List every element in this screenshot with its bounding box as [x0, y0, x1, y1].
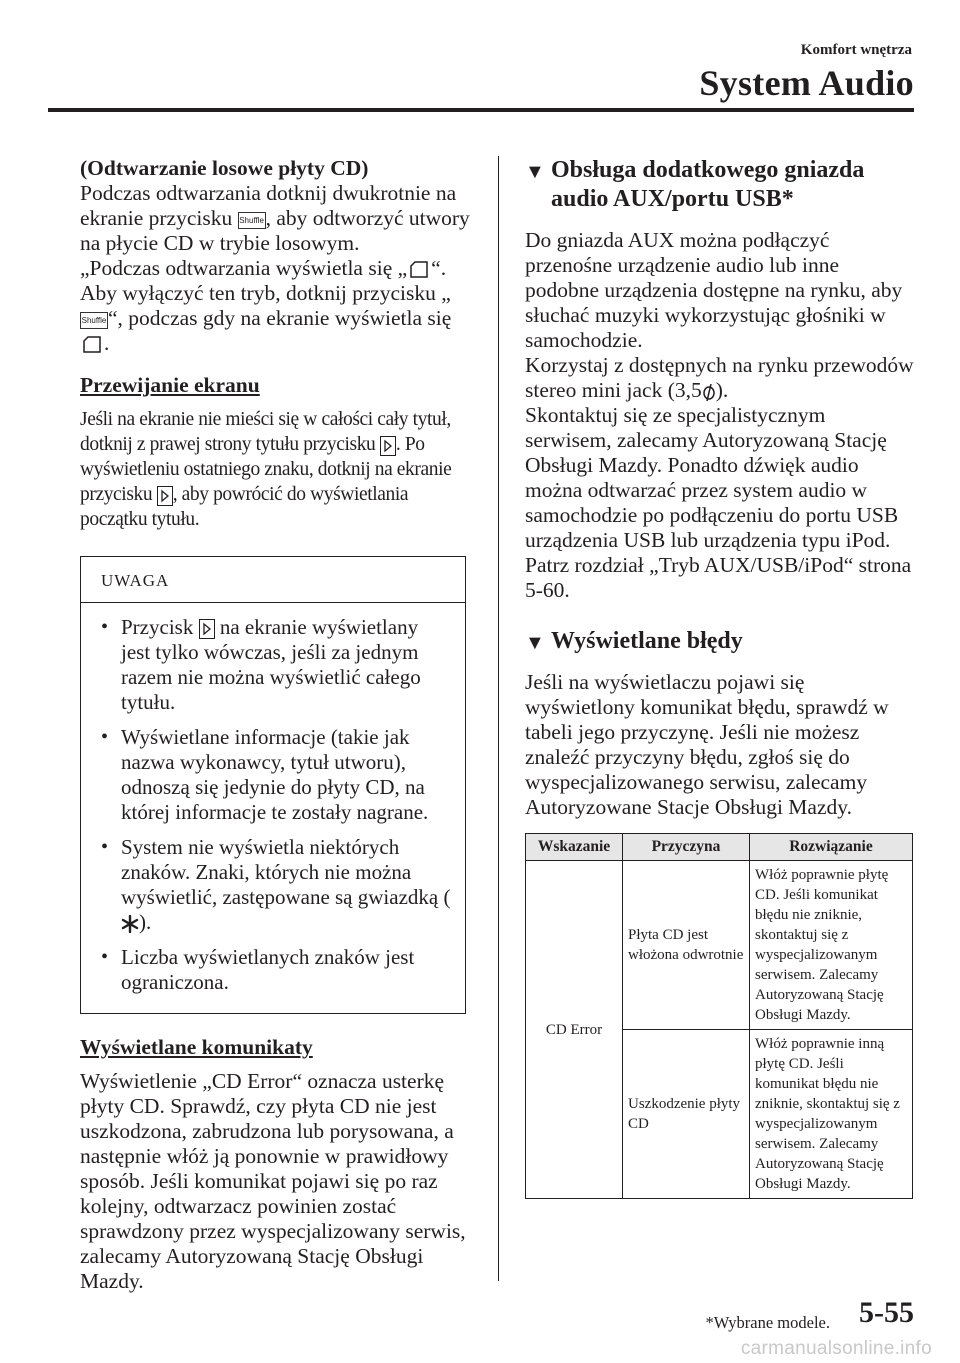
solution-cell: Włóż poprawnie płytę CD. Jeśli komunikat błędu nie zniknie, skontaktuj się z wyspecjalizowanym serwisem. Zalecamy Autoryzowaną Stację Obsługi Mazdy.: [750, 861, 913, 1030]
note-item: • Wyświetlane informacje (takie jak nazwa wykonawcy, tytuł utworu), odnoszą się jedynie do płyty CD, na której informacje te zostały nagrane.: [95, 725, 451, 825]
triangle-bullet-icon: ▼: [525, 161, 545, 183]
shuffle-icon: Shuffle: [80, 312, 108, 329]
table-header: Rozwiązanie: [750, 834, 913, 861]
column-divider: [498, 156, 499, 1281]
scroll-right-icon: [380, 436, 396, 456]
note-rule: [81, 602, 465, 603]
cause-cell: Płyta CD jest włożona odwrotnie: [623, 861, 750, 1030]
header-section: Komfort wnętrza: [800, 42, 912, 58]
scroll-paragraph: Jeśli na ekranie nie mieści się w całości cały tytuł, dotknij z prawej strony tytułu przycisku . Po wyświetleniu ostatniego znaku, dotknij na ekranie przycisku , aby powrócić do wyświetlania początku tytułu.: [80, 409, 452, 530]
scroll-right-icon: [157, 486, 173, 506]
header-title: System Audio: [699, 63, 914, 103]
left-column: [80, 156, 472, 1294]
messages-paragraph: Wyświetlenie „CD Error“ oznacza usterkę płyty CD. Sprawdź, czy płyta CD nie jest uszkodzona, zabrudzona lub porysowana, a następnie włóż ją ponownie w prawidłowy sposób. Jeśli komunikat pojawi się po raz kolejny, odtwarzacz powinien zostać sprawdzony przez wyspecjalizowany serwis, zalecamy Autoryzowaną Stację Obsługi Mazdy.: [80, 1069, 466, 1293]
triangle-bullet-icon: ▼: [525, 632, 545, 654]
shuffle-paragraph-3: Aby wyłączyć ten tryb, dotknij przycisku „Shuffle“, podczas gdy na ekranie wyświetla się .: [80, 281, 452, 355]
messages-heading: Wyświetlane komunikaty: [80, 1035, 313, 1059]
note-box: [80, 556, 466, 1014]
shuffle-paragraph-2: „Podczas odtwarzania wyświetla się „ “.: [80, 256, 447, 280]
disc-shuffle-icon: [407, 260, 431, 280]
shuffle-paragraph-1: Podczas odtwarzania dotknij dwukrotnie na ekranie przycisku Shuffle, aby odtworzyć utwory na płycie CD w trybie losowym.: [80, 181, 470, 255]
aux-paragraph-1: Do gniazda AUX można podłączyć przenośne urządzenie audio lub inne podobne urządzenia dostępne na rynku, aby słuchać muzyki wykorzystując głośniki w samochodzie.: [525, 228, 903, 352]
table-header: Przyczyna: [623, 834, 750, 861]
diameter-icon: [702, 382, 716, 402]
aux-paragraph-3: Skontaktuj się ze specjalistycznym serwisem, zalecamy Autoryzowaną Stację Obsługi Mazdy. Ponadto dźwięk audio można odtwarzać przez system audio w samochodzie po podłączeniu do portu USB urządzenia USB lub urządzenia typu iPod.: [525, 403, 899, 552]
solution-cell: Włóż poprawnie inną płytę CD. Jeśli komunikat błędu nie zniknie, skontaktuj się z wyspecjalizowanym serwisem. Zalecamy Autoryzowaną Stację Obsługi Mazdy.: [750, 1030, 913, 1199]
note-title: UWAGA: [101, 571, 170, 590]
table-row: [526, 861, 913, 1030]
aux-paragraph-4: Patrz rozdział „Tryb AUX/USB/iPod“ strona 5-60.: [525, 553, 912, 602]
shuffle-icon: Shuffle: [238, 212, 266, 229]
errors-paragraph: Jeśli na wyświetlaczu pojawi się wyświetlony komunikat błędu, sprawdź w tabeli jego przyczynę. Jeśli nie możesz znaleźć przyczyny błędu, zgłoś się do wyspecjalizowanego serwisu, zalecamy Autoryzowane Stacje Obsługi Mazdy.: [525, 670, 889, 819]
indication-cell: CD Error: [526, 861, 623, 1199]
footer-note: *Wybrane modele.: [705, 1313, 830, 1332]
shuffle-heading: (Odtwarzanie losowe płyty CD): [80, 156, 369, 180]
aux-paragraph-2: Korzystaj z dostępnych na rynku przewodów stereo mini jack (3,5 ).: [525, 353, 914, 402]
cause-cell: Uszkodzenie płyty CD: [623, 1030, 750, 1199]
disc-shuffle-icon: [80, 335, 104, 355]
scroll-right-icon: [199, 619, 215, 639]
errors-heading: ▼ Wyświetlane błędy: [525, 627, 917, 656]
header-rule: [48, 108, 914, 112]
note-item: • System nie wyświetla niektórych znaków. Znaki, których nie można wyświetlić, zastępowane są gwiazdką ().: [95, 835, 451, 935]
asterisk-icon: [121, 915, 139, 933]
note-item: • Przycisk na ekranie wyświetlany jest tylko wówczas, jeśli za jednym razem nie można wyświetlić całego tytułu.: [95, 615, 451, 715]
aux-heading: ▼ Obsługa dodatkowego gniazda audio AUX/portu USB*: [525, 157, 865, 212]
error-table: [525, 833, 913, 1199]
page-number: 5-55: [859, 1296, 914, 1329]
scroll-heading: Przewijanie ekranu: [80, 373, 260, 397]
watermark: carmanualsonline.info: [740, 1338, 932, 1359]
right-column: [525, 156, 917, 1199]
table-header: Wskazanie: [526, 834, 623, 861]
note-item: • Liczba wyświetlanych znaków jest ograniczona.: [95, 945, 451, 995]
